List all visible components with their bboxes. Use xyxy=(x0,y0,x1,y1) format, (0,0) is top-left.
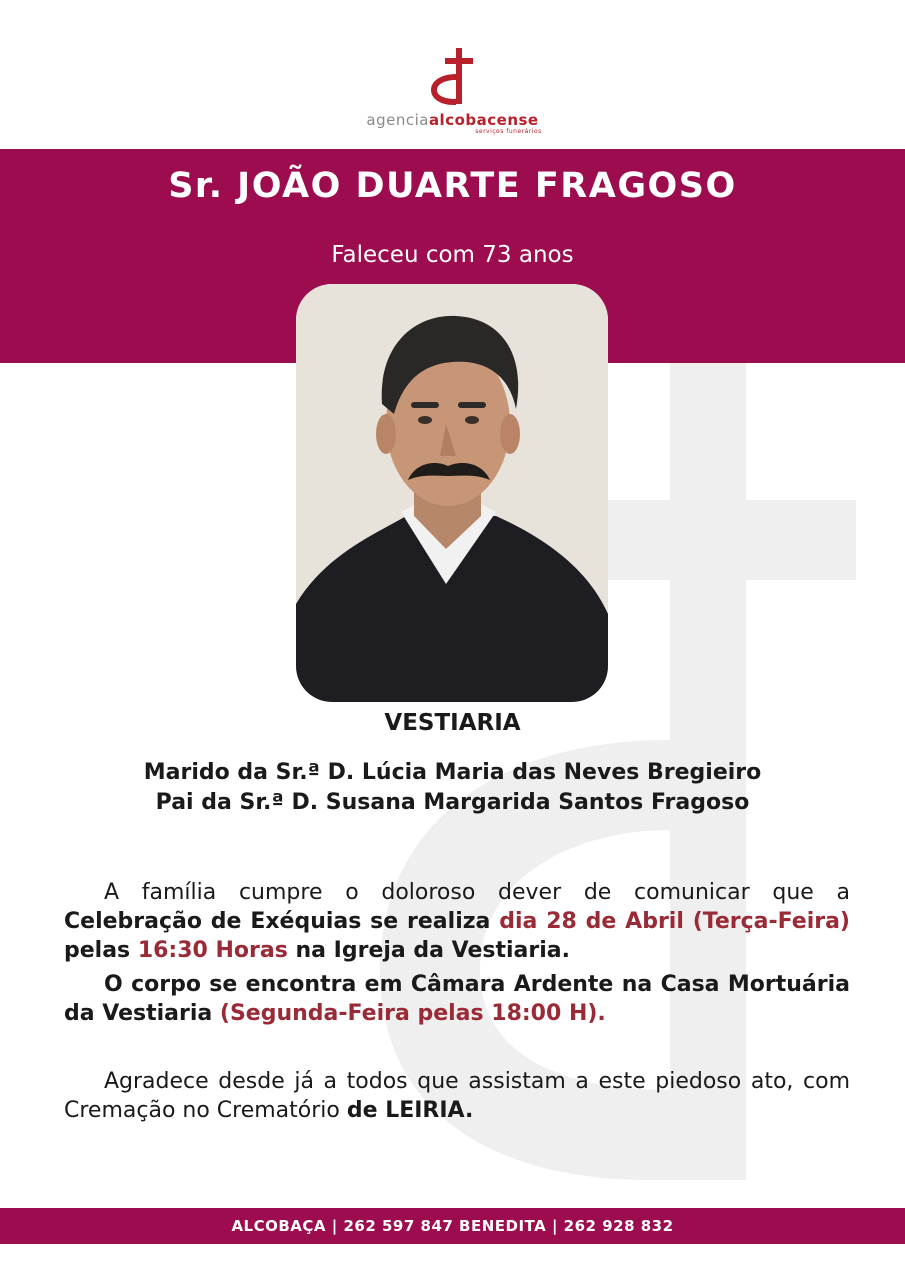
child-line: Pai da Sr.ª D. Susana Margarida Santos Fragoso xyxy=(155,790,750,815)
announcement-paragraph: A família cumpre o doloroso dever de comunicar que a Celebração de Exéquias se realiza dia 28 de Abril (Terça-Feira) pelas 16:30 Horas na Igreja da Vestiaria. xyxy=(64,880,850,963)
contact-footer: ALCOBAÇA | 262 597 847 BENEDITA | 262 928 832 xyxy=(0,1208,905,1244)
thanks-paragraph: Agradece desde já a todos que assistam a este piedoso ato, com Cremação no Crematório de LEIRIA. xyxy=(64,1069,850,1123)
deceased-name: Sr. JOÃO DUARTE FRAGOSO xyxy=(168,166,737,206)
wake-date-time: (Segunda-Feira pelas 18:00 H). xyxy=(219,1001,606,1026)
family-lines xyxy=(0,758,905,818)
ceremony-date: dia 28 de Abril (Terça-Feira) xyxy=(499,909,850,934)
place-name: VESTIARIA xyxy=(384,710,521,736)
ceremony-time: 16:30 Horas xyxy=(137,938,288,963)
wake-paragraph: O corpo se encontra em Câmara Ardente na Casa Mortuária da Vestiaria (Segunda-Feira pelas 18:00 H). xyxy=(64,972,850,1026)
portrait-photo xyxy=(296,284,608,702)
spouse-line: Marido da Sr.ª D. Lúcia Maria das Neves Bregieiro xyxy=(143,760,762,785)
age-line: Faleceu com 73 anos xyxy=(331,242,574,268)
logo-subtitle: serviços funerários xyxy=(475,128,542,135)
agency-logo xyxy=(0,44,905,135)
cross-d-logo-icon xyxy=(423,44,483,110)
logo-wordmark: agenciaalcobacense xyxy=(366,111,539,129)
